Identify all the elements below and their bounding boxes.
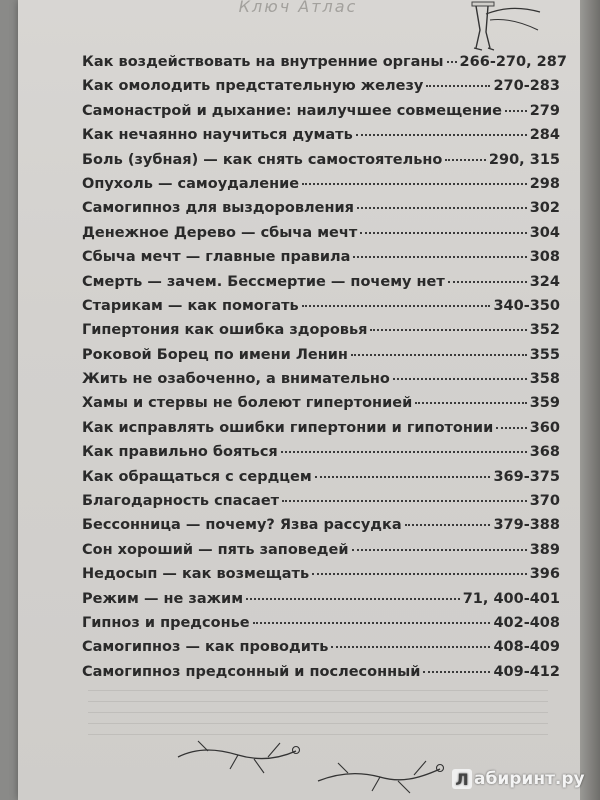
toc-entry-title: Гипертония как ошибка здоровья xyxy=(82,322,368,339)
toc-entry-title: Роковой Борец по имени Ленин xyxy=(82,346,348,363)
dot-leader xyxy=(312,573,527,575)
toc-entry-title: Самогипноз для выздоровления xyxy=(82,200,354,217)
toc-entry-pages: 304 xyxy=(529,224,560,241)
dot-leader xyxy=(423,671,490,673)
toc-entry-title: Сон хороший — пять заповедей xyxy=(82,541,349,558)
toc-entry-pages: 379-388 xyxy=(493,517,560,534)
toc-entry-title: Как обращаться с сердцем xyxy=(82,468,312,485)
toc-entry-pages: 270-283 xyxy=(493,78,560,95)
dot-leader xyxy=(351,354,527,356)
dot-leader xyxy=(496,427,526,429)
dot-leader xyxy=(447,61,457,63)
watermark-text: абиринт.ру xyxy=(474,769,585,789)
toc-entry-pages: 358 xyxy=(529,371,560,388)
toc-entry-pages: 298 xyxy=(529,175,560,192)
toc-entry-title: Сбыча мечт — главные правила xyxy=(82,249,351,266)
toc-entry-title: Бессонница — почему? Язва рассудка xyxy=(82,517,402,534)
toc-entry xyxy=(82,322,560,346)
dot-leader xyxy=(331,646,490,648)
toc-entry-pages: 370 xyxy=(529,493,560,510)
toc-entry-title: Гипноз и предсонье xyxy=(82,614,250,631)
toc-entry-title: Хамы и стервы не болеют гипертонией xyxy=(82,395,413,412)
toc-entry-title: Как исправлять ошибки гипертонии и гипотонии xyxy=(82,419,494,436)
toc-entry-title: Как нечаянно научиться думать xyxy=(82,127,353,144)
dot-leader xyxy=(356,134,527,136)
toc-entry-pages: 284 xyxy=(529,127,560,144)
page-edge-shadow xyxy=(580,0,600,800)
toc-entry-pages: 324 xyxy=(529,273,560,290)
toc-entry xyxy=(82,249,560,273)
toc-entry xyxy=(82,444,560,468)
toc-entry-pages: 402-408 xyxy=(493,614,560,631)
toc-entry-pages: 266-270, 287 xyxy=(459,54,567,70)
toc-entry-title: Денежное Дерево — сбыча мечт xyxy=(82,224,358,241)
labirint-watermark xyxy=(452,766,585,792)
dot-leader xyxy=(302,183,527,185)
toc-entry xyxy=(82,78,560,102)
dot-leader xyxy=(393,378,527,380)
toc-entry-pages: 396 xyxy=(529,566,560,583)
toc-entry xyxy=(82,420,560,444)
book-page xyxy=(18,0,580,800)
toc-entry xyxy=(82,347,560,371)
toc-entry-title: Благодарность спасает xyxy=(82,493,280,510)
toc-entry-title: Боль (зубная) — как снять самостоятельно xyxy=(82,151,443,168)
toc-entry-pages: 279 xyxy=(529,102,560,119)
toc-entry-title: Старикам — как помогать xyxy=(82,297,299,314)
toc-entry xyxy=(82,591,560,615)
toc-entry-title: Самогипноз предсонный и послесонный xyxy=(82,663,421,680)
dot-leader xyxy=(281,451,527,453)
toc-entry-pages: 359 xyxy=(529,395,560,412)
labirint-logo-icon: Л xyxy=(452,769,472,789)
toc-entry xyxy=(82,615,560,639)
toc-entry xyxy=(82,127,560,151)
dot-leader xyxy=(505,110,527,112)
dot-leader xyxy=(353,256,526,258)
dot-leader xyxy=(352,549,527,551)
toc-entry-title: Как воздействовать на внутренние органы xyxy=(82,54,444,70)
toc-entry xyxy=(82,493,560,517)
toc-entry xyxy=(82,200,560,224)
toc-entry-pages: 340-350 xyxy=(493,297,560,314)
running-figures-illustration xyxy=(168,735,448,795)
header-illustration xyxy=(466,0,546,60)
toc-entry-title: Недосып — как возмещать xyxy=(82,566,310,583)
dot-leader xyxy=(357,207,527,209)
toc-entry xyxy=(82,566,560,590)
toc-entry-pages: 290, 315 xyxy=(488,151,560,168)
running-header: Ключ Атлас xyxy=(238,0,358,16)
toc-entry xyxy=(82,639,560,663)
toc-entry-title: Как омолодить предстательную железу xyxy=(82,78,424,95)
dot-leader xyxy=(445,159,486,161)
toc-entry-title: Самонастрой и дыхание: наилучшее совмещение xyxy=(82,102,503,119)
dot-leader xyxy=(315,476,491,478)
table-of-contents xyxy=(82,54,567,688)
toc-entry-pages: 302 xyxy=(529,200,560,217)
dot-leader xyxy=(246,598,460,600)
toc-entry xyxy=(82,274,560,298)
toc-entry-pages: 368 xyxy=(529,444,560,461)
toc-entry xyxy=(82,395,560,419)
toc-entry-pages: 389 xyxy=(529,541,560,558)
dot-leader xyxy=(370,329,526,331)
bleed-through-text xyxy=(88,680,548,740)
toc-entry-pages: 408-409 xyxy=(493,639,560,656)
dot-leader xyxy=(426,85,490,87)
toc-entry xyxy=(82,54,567,78)
toc-entry-title: Смерть — зачем. Бессмертие — почему нет xyxy=(82,273,445,290)
dot-leader xyxy=(360,232,526,234)
toc-entry xyxy=(82,225,560,249)
toc-entry-pages: 308 xyxy=(529,249,560,266)
dot-leader xyxy=(253,622,491,624)
dot-leader xyxy=(302,305,491,307)
dot-leader xyxy=(448,281,527,283)
toc-entry-pages: 352 xyxy=(529,322,560,339)
toc-entry-pages: 71, 400-401 xyxy=(462,590,560,607)
dot-leader xyxy=(282,500,527,502)
toc-entry-title: Жить не озабоченно, а внимательно xyxy=(82,371,390,388)
toc-entry-title: Режим — не зажим xyxy=(82,590,244,607)
dot-leader xyxy=(415,402,526,404)
toc-entry-pages: 355 xyxy=(529,346,560,363)
toc-entry xyxy=(82,542,560,566)
toc-entry-pages: 369-375 xyxy=(493,468,560,485)
dot-leader xyxy=(405,524,491,526)
toc-entry-title: Самогипноз — как проводить xyxy=(82,639,329,656)
toc-entry xyxy=(82,517,560,541)
toc-entry xyxy=(82,103,560,127)
toc-entry xyxy=(82,176,560,200)
toc-entry-pages: 360 xyxy=(529,419,560,436)
toc-entry-title: Опухоль — самоудаление xyxy=(82,175,300,192)
toc-entry xyxy=(82,371,560,395)
toc-entry-title: Как правильно бояться xyxy=(82,444,278,461)
toc-entry-pages: 409-412 xyxy=(493,663,560,680)
toc-entry xyxy=(82,469,560,493)
toc-entry xyxy=(82,152,560,176)
toc-entry xyxy=(82,298,560,322)
